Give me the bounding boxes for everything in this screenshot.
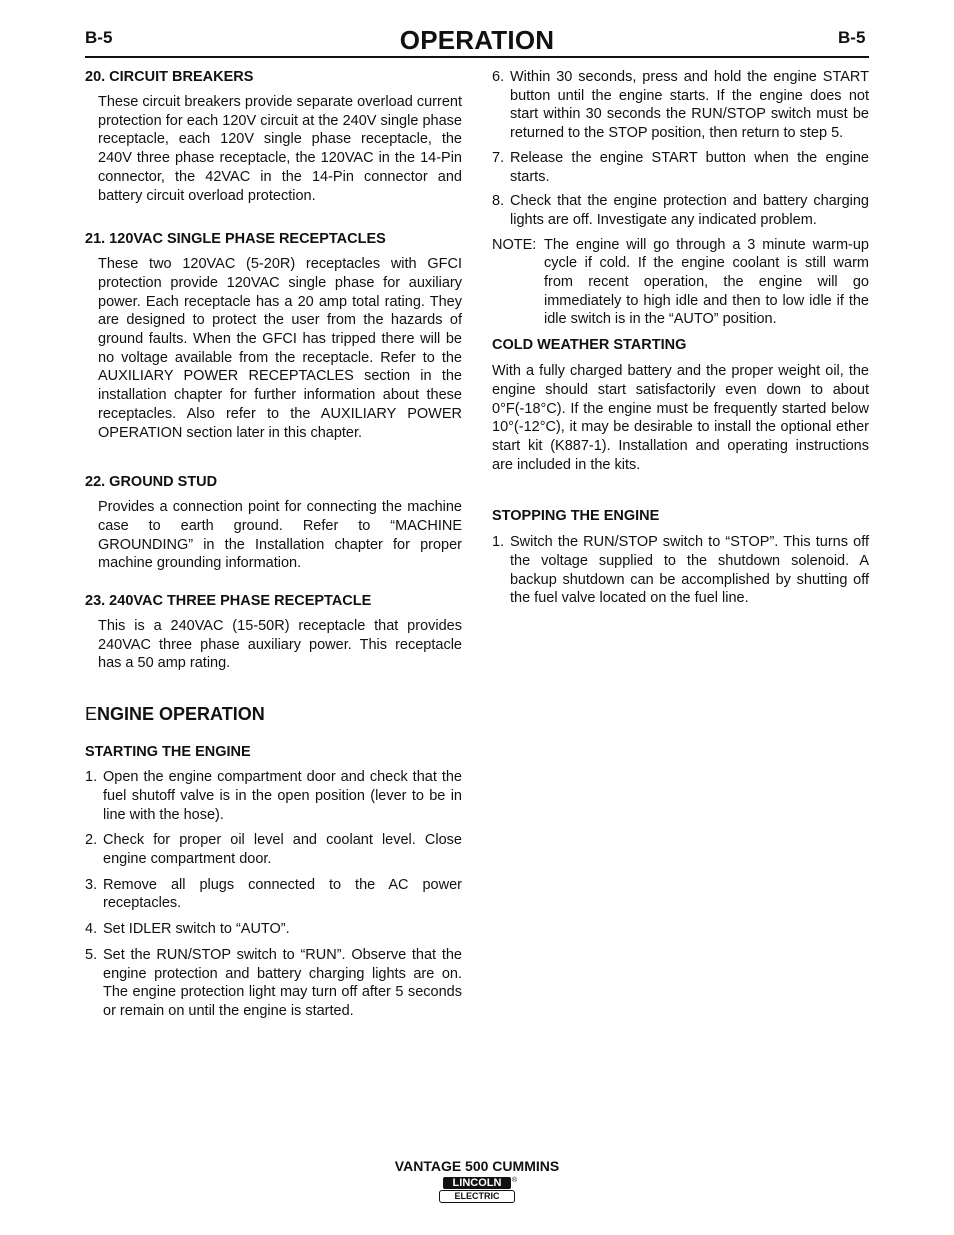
section-body: Provides a connection point for connecting the machine case to earth ground. Refer to “MACHINE GROUNDING” in the Installation chapter for proper machine grounding information. — [98, 499, 462, 572]
lincoln-electric-logo — [439, 1177, 515, 1203]
heading-initial: E — [85, 704, 98, 725]
list-item: 4. Set IDLER switch to “AUTO”. — [85, 921, 290, 938]
heading-rest: NGINE OPERATION — [97, 704, 265, 725]
page-number-right: B-5 — [838, 28, 866, 47]
note-text: The engine will go through a 3 minute warm-up cycle if cold. If the engine coolant is still warm from recent operation, the engine will go immediately to high idle and then to low idle if the idle switch is in the “AUTO” position. — [544, 236, 869, 328]
engine-operation-heading — [85, 703, 462, 725]
registered-mark: ® — [511, 1177, 517, 1184]
section-heading: 21. 120VAC SINGLE PHASE RECEPTACLES — [85, 231, 386, 248]
right-column — [492, 68, 869, 608]
section-120vac-receptacles — [85, 230, 462, 442]
left-column — [85, 68, 462, 1021]
section-cold-weather — [492, 336, 869, 474]
section-circuit-breakers — [85, 68, 462, 205]
section-stopping — [492, 507, 869, 608]
logo-top: LINCOLN — [443, 1177, 511, 1189]
list-item: 6. Within 30 seconds, press and hold the engine START button until the engine starts. If the engine does not start within 30 seconds the RUN/STOP switch must be returned to the STOP position, then return to step 5. — [492, 69, 869, 142]
section-heading: 23. 240VAC THREE PHASE RECEPTACLE — [85, 593, 372, 610]
section-engine-operation — [85, 703, 462, 1020]
note-label: NOTE: — [492, 236, 537, 253]
section-240vac-receptacle — [85, 592, 462, 673]
list-item: 5. Set the RUN/STOP switch to “RUN”. Observe that the engine protection and battery charging lights are on. The engine protection light may turn off after 5 seconds or remain on until the engine is started. — [85, 946, 462, 1019]
footer — [0, 1158, 954, 1203]
starting-steps-continued — [492, 68, 869, 329]
list-item: 3. Remove all plugs connected to the AC power receptacles. — [85, 876, 462, 912]
section-heading: STOPPING THE ENGINE — [492, 508, 660, 525]
model-name: VANTAGE 500 CUMMINS — [394, 1158, 560, 1174]
section-heading: 20. CIRCUIT BREAKERS — [85, 69, 254, 85]
page-title: OPERATION — [399, 25, 555, 55]
page-number-left: B-5 — [85, 28, 113, 47]
list-item: 8. Check that the engine protection and battery charging lights are off. Investigate any indicated problem. — [492, 193, 869, 228]
section-body: These circuit breakers provide separate overload current protection for each 120V circuit at the 240V single phase receptacle, each 120V single phase receptacle, the 240V three phase receptacle, the 120VAC in the 14-Pin connector, the 42VAC in the 14-Pin connector and battery circuit overload protection. — [98, 94, 462, 204]
starting-steps-list — [85, 768, 462, 1020]
section-heading: 22. GROUND STUD — [85, 474, 218, 491]
logo-bottom: ELECTRIC — [439, 1190, 515, 1203]
list-item: 1. Switch the RUN/STOP switch to “STOP”. This turns off the voltage supplied to the shutdown solenoid. A backup shutdown can be accomplished by shutting off the fuel valve located on the fuel line. — [492, 534, 869, 607]
list-item: 2. Check for proper oil level and coolant level. Close engine compartment door. — [85, 832, 462, 867]
list-item: 7. Release the engine START button when the engine starts. — [492, 149, 869, 185]
section-heading: COLD WEATHER STARTING — [492, 337, 687, 354]
section-ground-stud — [85, 473, 462, 573]
section-body: This is a 240VAC (15-50R) receptacle that provides 240VAC three phase auxiliary power. This receptacle has a 50 amp rating. — [98, 618, 462, 672]
section-body: With a fully charged battery and the proper weight oil, the engine should start satisfactorily even down to about 0°F(-18°C). If the engine must be frequently started below 10°(-12°C), it may be desirable to install the optional ether start kit (K887-1). Installation and operating instructions are included in the kits. — [492, 363, 869, 473]
section-body: These two 120VAC (5-20R) receptacles with GFCI protection provide 120VAC single phase for auxiliary power. Each receptacle has a 20 amp total rating. They are designed to protect the user from the hazards of ground faults. When the GFCI has tripped there will be no voltage available from the receptacle. Refer to the AUXILIARY POWER RECEPTACLES section in the installation chapter for further information about these receptacles. Also refer to the AUXILIARY POWER OPERATION section later in this chapter. — [98, 256, 462, 441]
note — [492, 236, 869, 330]
header-rule — [85, 56, 869, 58]
list-item: 1. Open the engine compartment door and check that the fuel shutoff valve is in the open position (lever to be in line with the hose). — [85, 769, 462, 823]
starting-engine-heading: STARTING THE ENGINE — [85, 744, 251, 761]
